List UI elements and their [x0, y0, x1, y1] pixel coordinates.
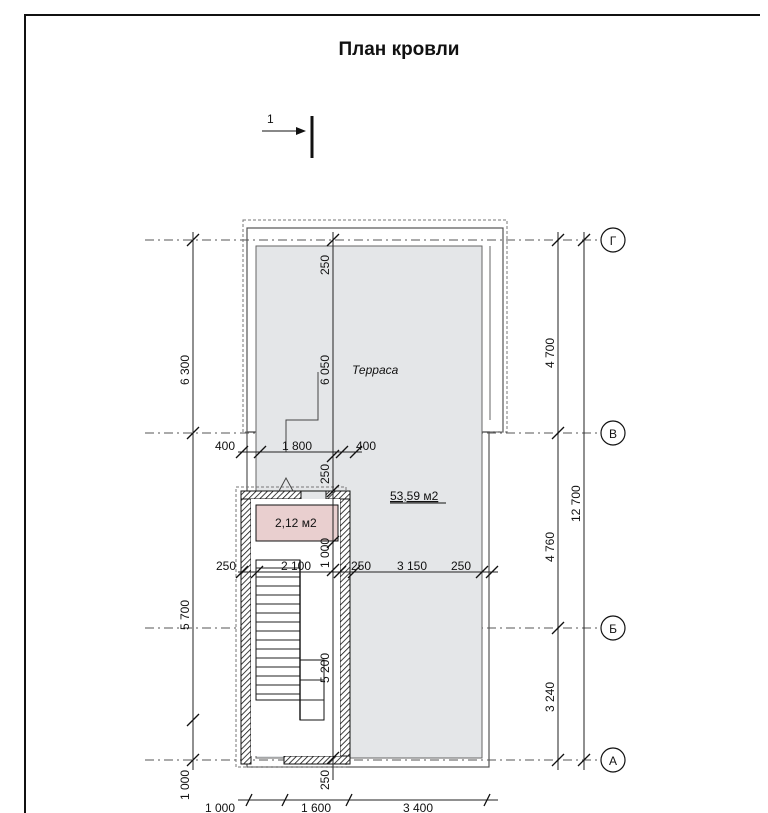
dim-row-3150: 3 150	[397, 559, 428, 573]
dim-inner-1000: 1 000	[318, 537, 332, 568]
core-wall-top-left	[241, 491, 301, 499]
dim-right-12700: 12 700	[569, 485, 583, 522]
core-wall-right	[340, 491, 350, 764]
dim-bottom-1600: 1 600	[301, 801, 332, 813]
axis-label-b: Б	[609, 622, 617, 636]
dim-inner-5200: 5 200	[318, 652, 332, 683]
dim-inner-250-top: 250	[318, 254, 332, 275]
dim-row-250-a: 250	[216, 559, 237, 573]
dim-row-400-right: 400	[356, 439, 377, 453]
section-mark	[262, 112, 312, 158]
dim-left-5700: 5 700	[178, 599, 192, 630]
dim-right-4700: 4 700	[543, 337, 557, 368]
dim-inner-6050: 6 050	[318, 354, 332, 385]
dim-left-1000: 1 000	[178, 769, 192, 800]
dim-right-4760: 4 760	[543, 531, 557, 562]
core-wall-left	[241, 491, 251, 764]
dim-bottom-3400: 3 400	[403, 801, 434, 813]
left-dimensions	[178, 232, 199, 800]
dim-row-bottom	[205, 794, 498, 813]
dim-row-250-b: 250	[351, 559, 372, 573]
axis-label-a: А	[608, 754, 618, 768]
core-wall-bottom	[284, 756, 350, 764]
dim-inner-250-bottom: 250	[318, 769, 332, 790]
small-room-area: 2,12 м2	[275, 516, 317, 530]
terrace-label: Терраса	[352, 363, 399, 377]
section-number: 1	[267, 112, 274, 126]
dim-left-6300: 6 300	[178, 354, 192, 385]
dim-row-2100: 2 100	[281, 559, 312, 573]
axis-bubbles	[601, 228, 625, 772]
axis-label-g: Г	[609, 234, 617, 248]
dim-right-3240: 3 240	[543, 681, 557, 712]
dim-bottom-1000: 1 000	[205, 801, 236, 813]
right-dimensions	[543, 232, 590, 770]
terrace-area: 53,59 м2	[390, 489, 439, 503]
axis-label-v: В	[608, 427, 618, 441]
dim-row-250-c: 250	[451, 559, 472, 573]
dim-row-400-left: 400	[215, 439, 236, 453]
dim-row-1800: 1 800	[282, 439, 313, 453]
dim-inner-250-mid: 250	[318, 463, 332, 484]
page-title: План кровли	[338, 39, 460, 60]
